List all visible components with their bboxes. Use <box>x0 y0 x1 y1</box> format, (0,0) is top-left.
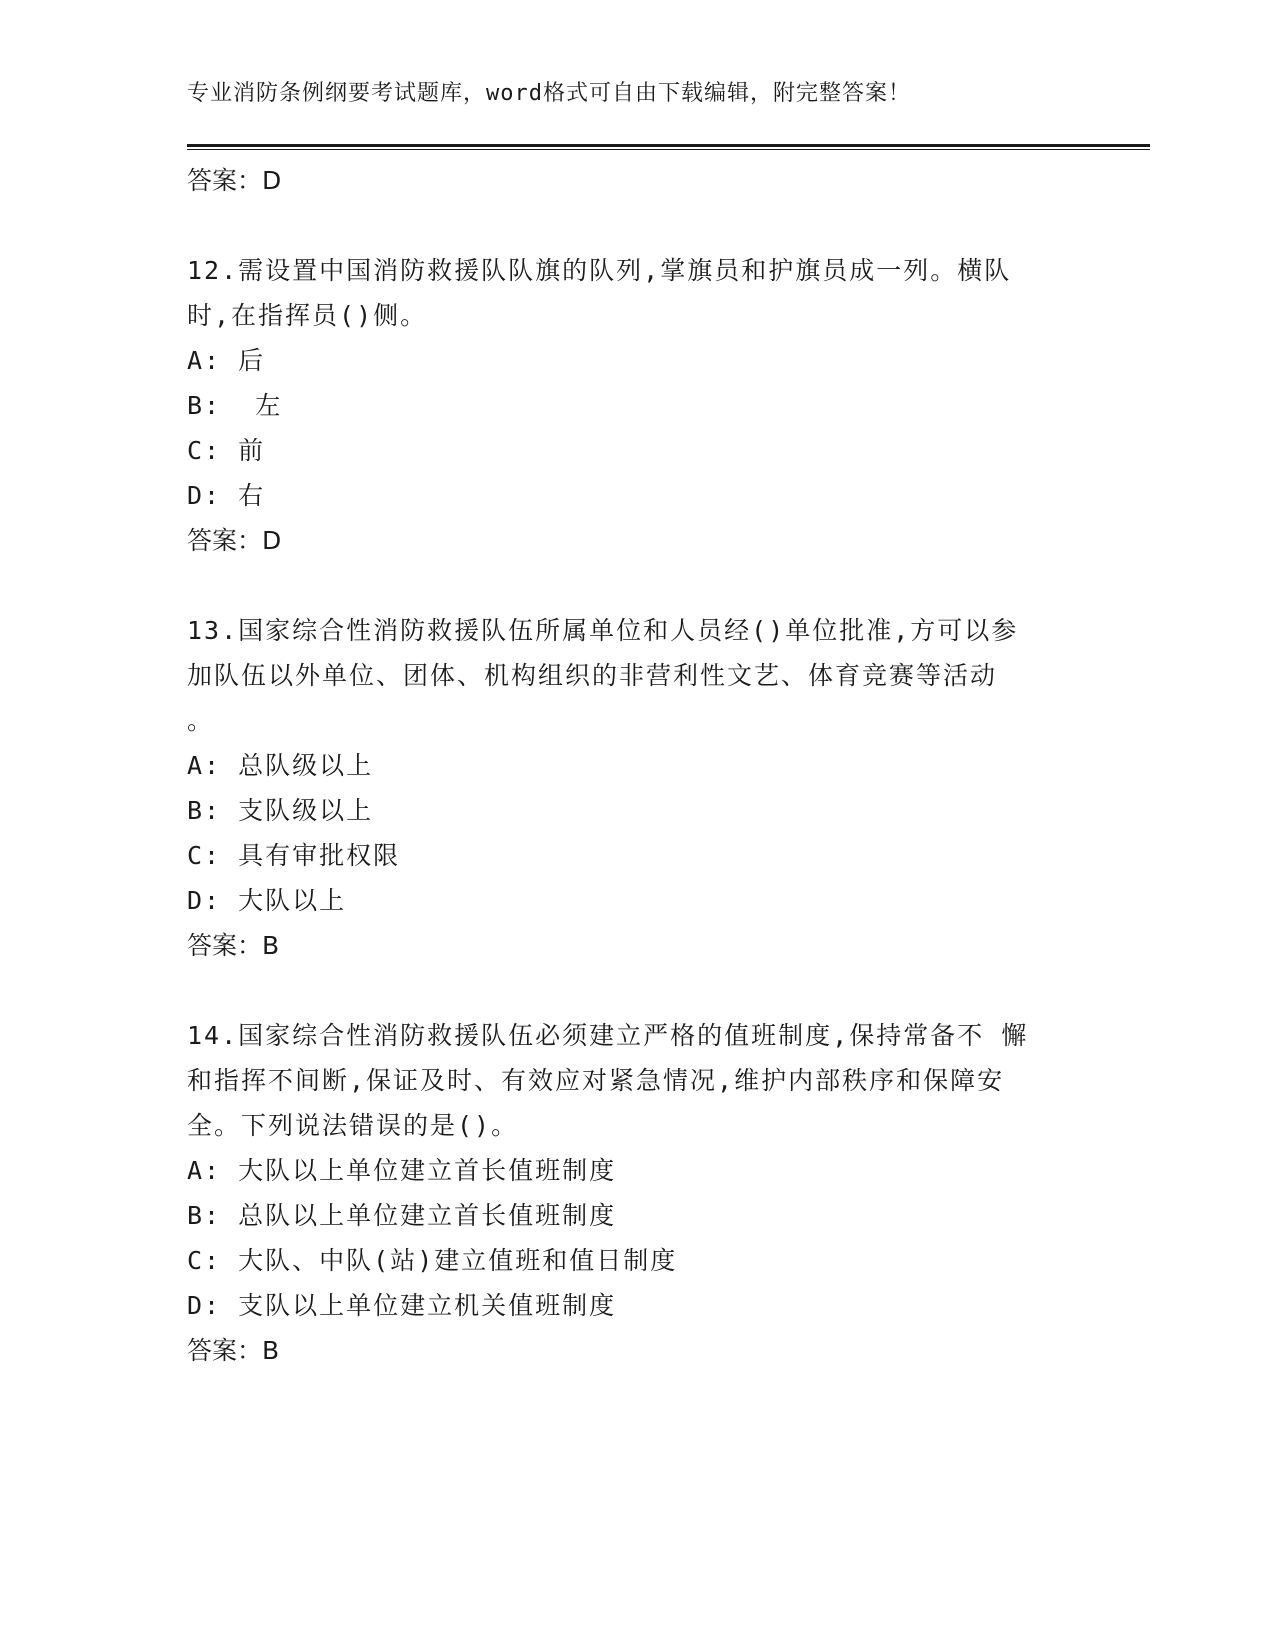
spacer <box>187 969 1087 1013</box>
question-stem-line: 全。下列说法错误的是()。 <box>187 1111 519 1140</box>
question-stem-line: 。 <box>187 706 215 735</box>
answer-line: 答案：D <box>187 166 282 195</box>
option-c: C: 前 <box>187 436 266 465</box>
option-c: C: 大队、中队(站)建立值班和值日制度 <box>187 1246 678 1275</box>
option-b: B: 支队级以上 <box>187 796 374 825</box>
option-b: B: 左 <box>187 391 283 420</box>
question-item <box>187 248 1087 564</box>
spacer <box>187 564 1087 608</box>
question-stem-line: 14.国家综合性消防救援队伍必须建立严格的值班制度,保持常备不 懈 <box>187 1021 1029 1050</box>
question-list <box>187 158 1087 1374</box>
question-stem-line: 时,在指挥员()侧。 <box>187 301 428 330</box>
option-a: A: 总队级以上 <box>187 751 374 780</box>
question-stem-line: 和指挥不间断,保证及时、有效应对紧急情况,维护内部秩序和保障安 <box>187 1066 1005 1095</box>
option-a: A: 后 <box>187 346 266 375</box>
answer-line: 答案：D <box>187 526 282 555</box>
question-stem-line: 13.国家综合性消防救援队伍所属单位和人员经()单位批准,方可以参 <box>187 616 1019 645</box>
header-divider <box>187 144 1150 150</box>
option-d: D: 右 <box>187 481 266 510</box>
option-b: B: 总队以上单位建立首长值班制度 <box>187 1201 617 1230</box>
page-header-title: 专业消防条例纲要考试题库，word格式可自由下载编辑，附完整答案！ <box>187 81 911 106</box>
option-c: C: 具有审批权限 <box>187 841 401 870</box>
answer-line: 答案：B <box>187 1336 280 1365</box>
option-d: D: 支队以上单位建立机关值班制度 <box>187 1291 617 1320</box>
question-item <box>187 1013 1087 1374</box>
question-item <box>187 608 1087 969</box>
question-stem-line: 加队伍以外单位、团体、机构组织的非营利性文艺、体育竞赛等活动 <box>187 661 998 690</box>
option-a: A: 大队以上单位建立首长值班制度 <box>187 1156 617 1185</box>
spacer <box>187 204 1087 248</box>
option-d: D: 大队以上 <box>187 886 347 915</box>
question-stem-line: 12.需设置中国消防救援队队旗的队列,掌旗员和护旗员成一列。横队 <box>187 256 1012 285</box>
answer-line: 答案：B <box>187 931 280 960</box>
